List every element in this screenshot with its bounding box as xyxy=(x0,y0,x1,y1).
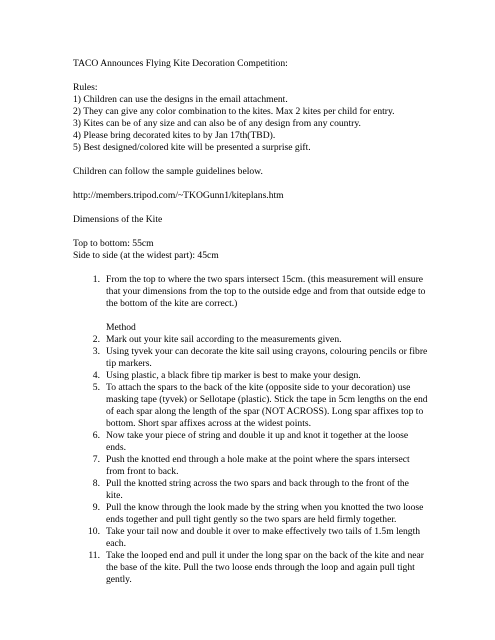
rules-list xyxy=(73,94,428,154)
dimension-item: Side to side (at the widest part): 45cm xyxy=(73,250,219,261)
step-number: 1. xyxy=(92,274,100,285)
step-text: Using tyvek your can decorate the kite sail using crayons, colouring pencils or fibre tip markers. xyxy=(106,346,428,369)
step-text: Take your tail now and double it over to make effectively two tails of 1.5m length each. xyxy=(106,526,421,549)
step-item xyxy=(73,334,428,346)
step-item xyxy=(73,526,428,550)
steps-list xyxy=(73,274,428,586)
step-number: 9. xyxy=(92,502,100,513)
step-number: 8. xyxy=(92,478,100,489)
step-item xyxy=(73,382,428,430)
rule-item: 4) Please bring decorated kites to by Jan 17th(TBD). xyxy=(73,130,276,141)
method-heading: Method xyxy=(106,322,136,333)
step-number: 2. xyxy=(92,334,100,345)
step-item xyxy=(73,454,428,478)
step-item xyxy=(73,274,428,310)
step-text: From the top to where the two spars intersect 15cm. (this measurement will ensure that your dimensions from the top to the outside edge and from that outside edge to the bottom of the kite are correct.) xyxy=(106,274,426,309)
step-text: To attach the spars to the back of the kite (opposite side to your decoration) use masking tape (tyvek) or Sellotape (plastic). Stick the tape in 5cm lengths on the end of each spar along the length of the spar (NOT ACROSS). Long spar affixes top to bottom. Short spar affixes across at the widest points. xyxy=(106,382,428,429)
step-text: Now take your piece of string and double it up and knot it together at the loose ends. xyxy=(106,430,409,453)
kite-plans-url: http://members.tripod.com/~TKOGunn1/kiteplans.htm xyxy=(73,190,284,201)
announcement-title: TACO Announces Flying Kite Decoration Competition: xyxy=(73,58,288,69)
step-item xyxy=(73,550,428,586)
step-text: Using plastic, a black fibre tip marker is best to make your design. xyxy=(106,370,361,381)
step-number: 7. xyxy=(92,454,100,465)
step-item xyxy=(73,370,428,382)
step-text: Pull the knotted string across the two spars and back through to the front of the kite. xyxy=(106,478,409,501)
step-number: 4. xyxy=(92,370,100,381)
step-text: Push the knotted end through a hole make at the point where the spars intersect from front to back. xyxy=(106,454,410,477)
rule-item: 2) They can give any color combination to the kites. Max 2 kites per child for entry. xyxy=(73,106,395,117)
step-number: 11. xyxy=(88,550,100,561)
step-item xyxy=(73,502,428,526)
step-number: 6. xyxy=(92,430,100,441)
rules-heading: Rules: xyxy=(73,82,98,93)
step-text: Pull the know through the look made by the string when you knotted the two loose ends together and pull tight gently so the two spars are held firmly together. xyxy=(106,502,424,525)
step-number: 5. xyxy=(92,382,100,393)
rule-item: 1) Children can use the designs in the email attachment. xyxy=(73,94,288,105)
step-item xyxy=(73,346,428,370)
document-body xyxy=(73,58,428,586)
dimensions-heading: Dimensions of the Kite xyxy=(73,214,163,225)
step-item xyxy=(73,478,428,502)
step-number: 10. xyxy=(88,526,100,537)
step-text: Mark out your kite sail according to the measurements given. xyxy=(106,334,342,345)
step-text: Take the looped end and pull it under the long spar on the back of the kite and near the base of the kite. Pull the two loose ends through the loop and again pull tight gently. xyxy=(106,550,424,585)
guidelines-text: Children can follow the sample guidelines below. xyxy=(73,166,263,177)
dimension-item: Top to bottom: 55cm xyxy=(73,238,154,249)
rule-item: 5) Best designed/colored kite will be presented a surprise gift. xyxy=(73,142,311,153)
step-number: 3. xyxy=(92,346,100,357)
step-item xyxy=(73,430,428,454)
rule-item: 3) Kites can be of any size and can also be of any design from any country. xyxy=(73,118,361,129)
